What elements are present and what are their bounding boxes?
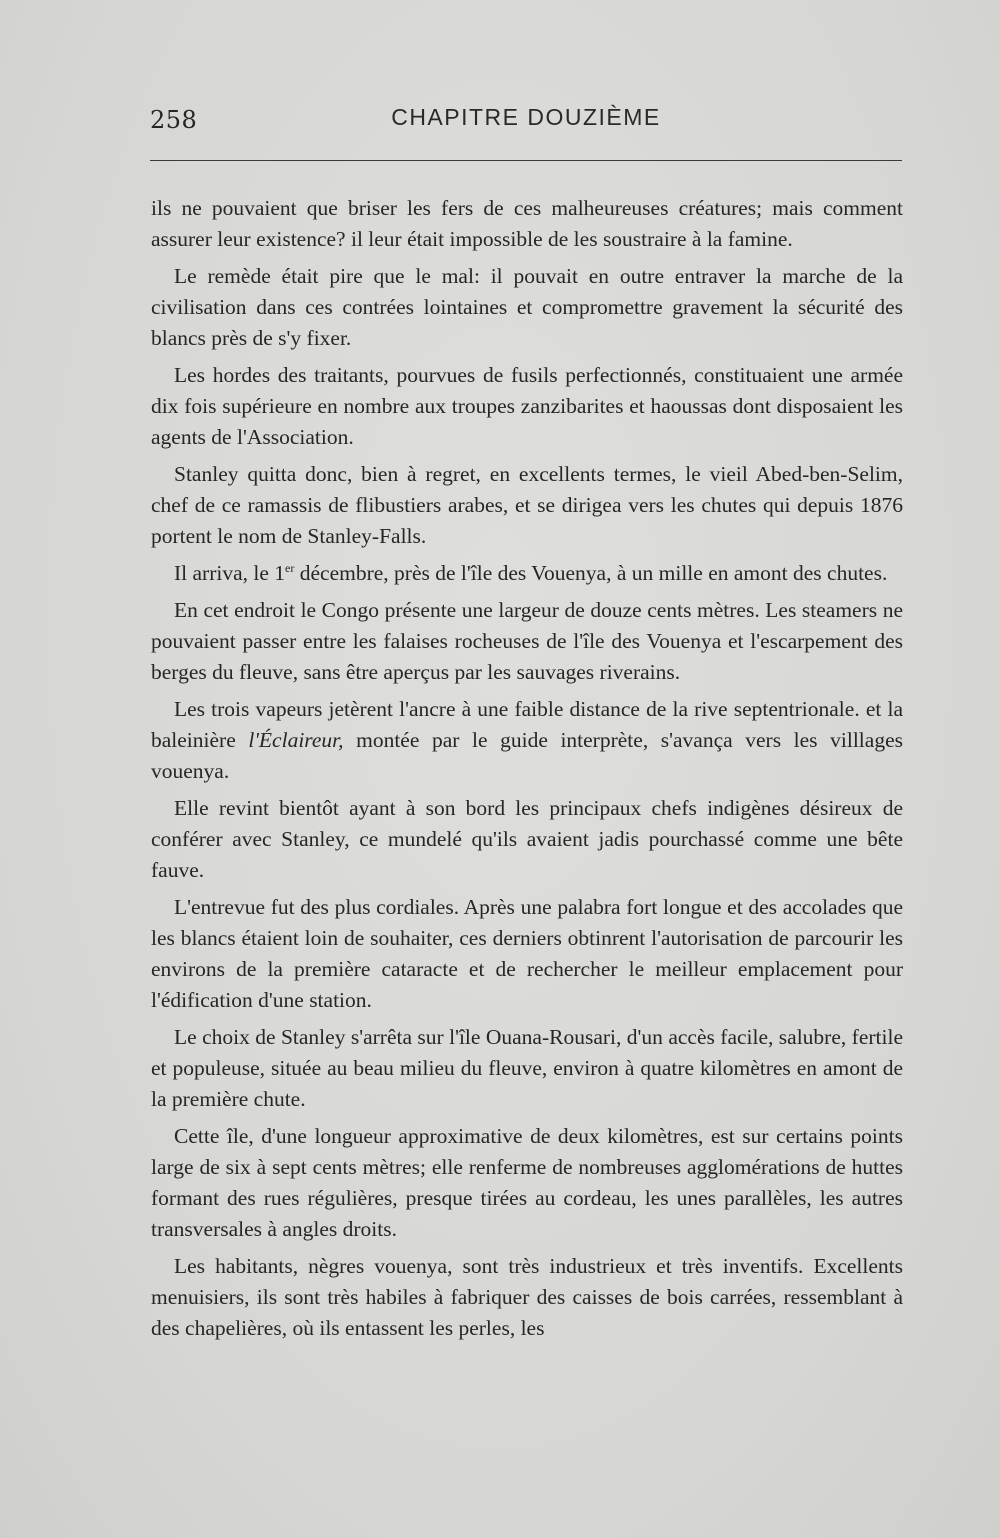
paragraph-7-start: Les trois vapeurs jetèrent l'ancre à une faible distance de la rive septentrionale. et la baleinière [151,697,903,752]
header-rule [150,160,902,161]
paragraph-7 [151,694,903,787]
paragraph-5 [151,558,903,589]
ordinal-superscript: er [285,560,295,575]
paragraph-3: Les hordes des traitants, pourvues de fusils perfectionnés, constituaient une armée dix fois supérieure en nombre aux troupes zanzibarites et haoussas dont disposaient les agents de l'Association. [151,363,903,449]
paragraph-2: Le remède était pire que le mal: il pouvait en outre entraver la marche de la civilisation dans ces contrées lointaines et compromettre gravement la sécurité des blancs près de s'y fixer. [151,264,903,350]
chapter-title: CHAPITRE DOUZIÈME [391,104,661,130]
paragraph-5-end: décembre, près de l'île des Vouenya, à un mille en amont des chutes. [294,561,888,585]
paragraph-11: Cette île, d'une longueur approximative de deux kilomètres, est sur certains points large de six à sept cents mètres; elle renferme de nombreuses agglomérations de huttes formant des rues régulières, presque tirées au cordeau, les unes parallèles, les autres transversales à angles droits. [151,1124,903,1241]
paragraph-10: Le choix de Stanley s'arrêta sur l'île Ouana-Rousari, d'un accès facile, salubre, fertile et populeuse, située au beau milieu du fleuve, environ à quatre kilomètres en amont de la première chute. [151,1025,903,1111]
paragraph-12: Les habitants, nègres vouenya, sont très industrieux et très inventifs. Excellents menuisiers, ils sont très habiles à fabriquer des caisses de bois carrées, ressemblant à des chapelières, où ils entassent les perles, les [151,1254,903,1340]
paragraph-7-end: montée par le guide interprète, s'avança vers les villlages vouenya. [151,728,903,783]
paragraph-5-start: Il arriva, le 1 [174,561,286,585]
body-text [151,193,903,1350]
paragraph-9: L'entrevue fut des plus cordiales. Après une palabra fort longue et des accolades que les blancs étaient loin de souhaiter, ces derniers obtinrent l'autorisation de parcourir les environs de la première cataracte et de rechercher le meilleur emplacement pour l'édification d'une station. [151,895,903,1012]
running-head [150,104,902,138]
boat-name-italic: l'Éclaireur, [248,728,344,752]
page-number: 258 [150,106,198,134]
paragraph-8: Elle revint bientôt ayant à son bord les principaux chefs indigènes désireux de conférer avec Stanley, ce mundelé qu'ils avaient jadis pourchassé comme une bête fauve. [151,796,903,882]
paragraph-1: ils ne pouvaient que briser les fers de ces malheureuses créatures; mais comment assurer leur existence? il leur était impossible de les soustraire à la famine. [151,196,903,251]
paragraph-4: Stanley quitta donc, bien à regret, en excellents termes, le vieil Abed-ben-Selim, chef de ce ramassis de flibustiers arabes, et se dirigea vers les chutes qui depuis 1876 portent le nom de Stanley-Falls. [151,462,903,548]
paragraph-6: En cet endroit le Congo présente une largeur de douze cents mètres. Les steamers ne pouvaient passer entre les falaises rocheuses de l'île des Vouenya et l'escarpement des berges du fleuve, sans être aperçus par les sauvages riverains. [151,598,903,684]
